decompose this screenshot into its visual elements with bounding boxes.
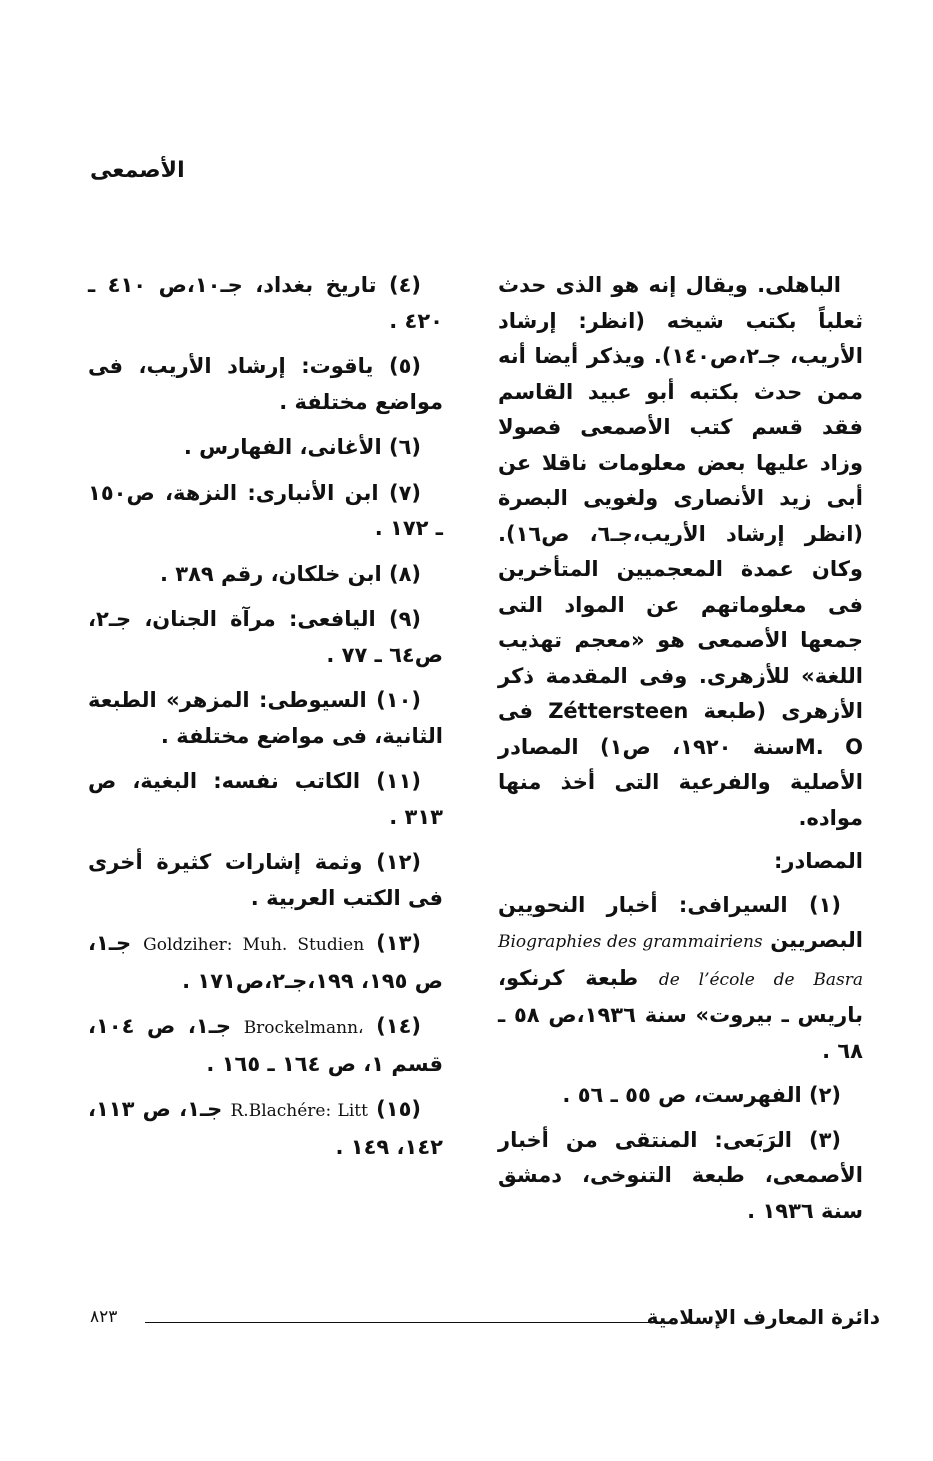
note-item: (٤) تاريخ بغداد، جـ١٠،ص ٤١٠ ـ ٤٢٠ . bbox=[88, 273, 443, 333]
source-item-2: (٢) الفهرست، ص ٥٥ ـ ٥٦ . bbox=[562, 1083, 841, 1107]
page-number: ٨٢٣ bbox=[90, 1307, 118, 1327]
right-column bbox=[498, 268, 863, 1229]
page-header: الأصمعى bbox=[90, 158, 185, 183]
note-item: (١١) الكاتب نفسه: البغية، ص ٣١٣ . bbox=[88, 769, 443, 829]
note-item: (٨) ابن خلكان، رقم ٣٨٩ . bbox=[159, 561, 421, 586]
footer-title: دائرة المعارف الإسلامية bbox=[646, 1305, 880, 1329]
note-item: (٦) الأغانى، الفهارس . bbox=[183, 435, 421, 459]
source-latin-title: Biographies des grammairiens de l’école de Basra bbox=[498, 932, 863, 990]
note-item: (٥) ياقوت: إرشاد الأريب، فى مواضع مختلفة . bbox=[88, 354, 443, 414]
page-footer bbox=[90, 1305, 880, 1335]
note-item: (١٠) السيوطى: المزهر» الطبعة الثانية، فى مواضع مختلفة . bbox=[88, 688, 443, 748]
left-column bbox=[88, 268, 443, 1165]
note-item: (٧) ابن الأنبارى: النزهة، ص١٥٠ ـ ١٧٢ . bbox=[88, 480, 443, 540]
note-item: (٩) اليافعى: مرآة الجنان، جـ٢، ص٦٤ ـ ٧٧ . bbox=[88, 607, 443, 667]
sources-heading: المصادر: bbox=[773, 849, 863, 873]
note-item: (١٤) Brockelmann، جـ١، ص ١٠٤، قسم ١، ص ١٦٤ ـ ١٦٥ . bbox=[88, 1014, 443, 1076]
note-item: (١٥) R.Blachére: Litt جـ١، ص ١١٣، ١٤٢، ١٤٩ . bbox=[88, 1097, 443, 1159]
source-item-3: (٣) الرَبَعى: المنتقى من أخبار الأصمعى، طبعة التنوخى، دمشق سنة ١٩٣٦ . bbox=[498, 1127, 863, 1223]
note-item: (١٣) Goldziher: Muh. Studien جـ١، ص ١٩٥، ١٩٩،جـ٢،ص١٧١ . bbox=[88, 931, 443, 993]
source-item-1: (١) السيرافى: أخبار النحويين البصريين Biographies des grammairiens de l’école de Basra طبعة كرنكو، باريس ـ بيروت» سنة ١٩٣٦،ص ٥٨ ـ ٦٨ . bbox=[498, 892, 864, 1063]
note-latin-ref: R.Blachére: Litt bbox=[230, 1101, 368, 1121]
note-latin-ref: Brockelmann، bbox=[243, 1018, 364, 1038]
note-latin-ref: Goldziher: Muh. Studien bbox=[143, 935, 365, 955]
body-paragraph: الباهلى. ويقال إنه هو الذى حدث ثعلباً بكتب شيخه (انظر: إرشاد الأريب، جـ٢،ص١٤٠). ويذكر أيضا أنه ممن حدث بكتبه أبو عبيد القاسم فقد قسم كتب الأصمعى فصولا وزاد عليها بعض معلومات ناقلا عن أبى زيد الأنصارى ولغويى البصرة (انظر إرشاد الأريب،جـ٦، ص١٦). وكان عمدة المعجميين المتأخرين فى معلوماتهم عن المواد التى جمعها الأصمعى هو «معجم تهذيب اللغة» للأزهرى. وفى المقدمة ذكر الأزهرى (طبعة Zéttersteen فى M. Oسنة ١٩٢٠، ص١) المصادر الأصلية والفرعية التى أخذ منها مواده. bbox=[498, 273, 863, 830]
note-item: (١٢) وثمة إشارات كثيرة أخرى فى الكتب العربية . bbox=[88, 850, 443, 910]
footer-rule bbox=[145, 1322, 665, 1323]
